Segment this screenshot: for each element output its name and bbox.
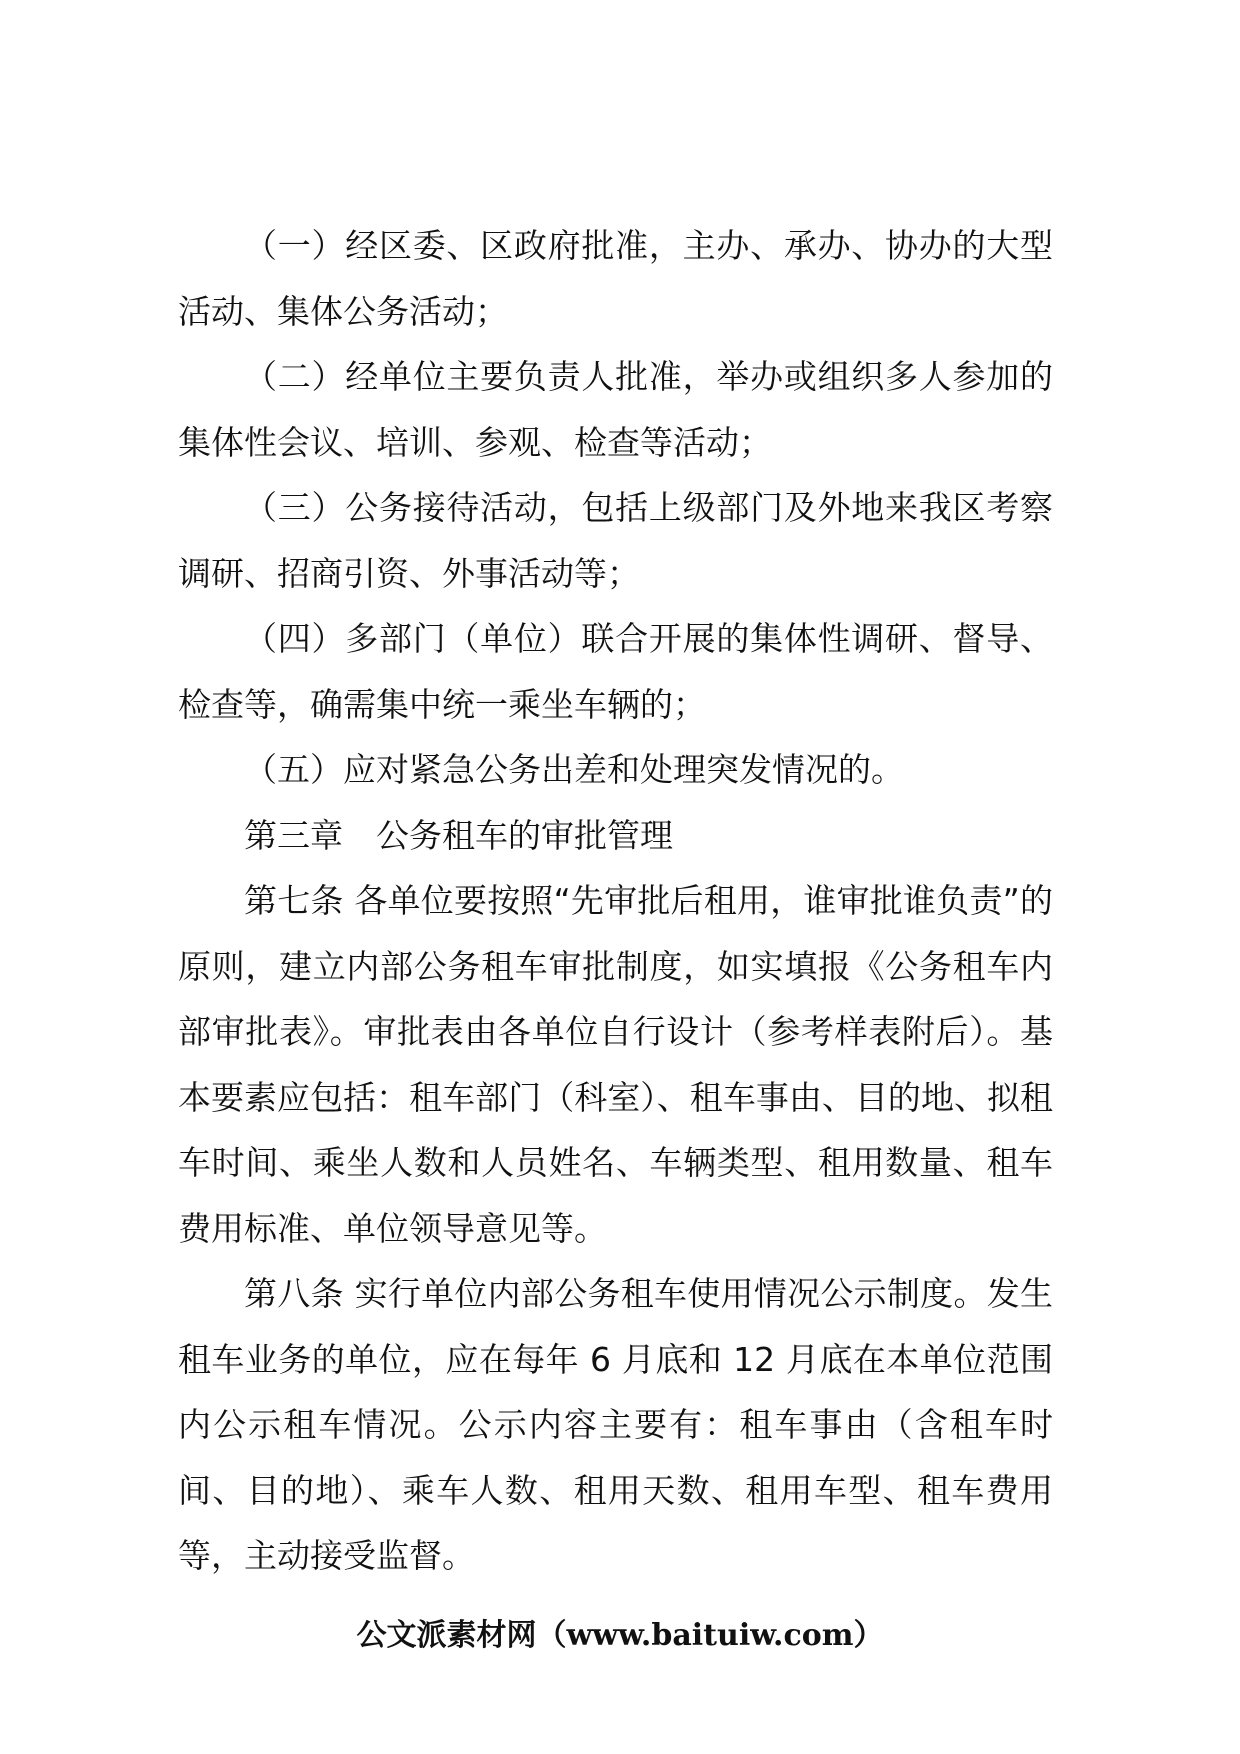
- clause-item-1: （一）经区委、区政府批准，主办、承办、协办的大型活动、集体公务活动；: [178, 226, 1053, 331]
- document-body: [178, 213, 1053, 1589]
- clause-item-3: （三）公务接待活动，包括上级部门及外地来我区考察调研、招商引资、外事活动等；: [178, 488, 1053, 593]
- footer-source-text: 公文派素材网（www.baituiw.com）: [356, 1618, 884, 1653]
- clause-item-4: （四）多部门（单位）联合开展的集体性调研、督导、检查等，确需集中统一乘坐车辆的；: [178, 619, 1053, 724]
- clause-item-2: （二）经单位主要负责人批准，举办或组织多人参加的集体性会议、培训、参观、检查等活动；: [178, 357, 1053, 462]
- chapter-heading: 第三章 公务租车的审批管理: [244, 815, 673, 855]
- article-7: 第七条 各单位要按照“先审批后租用，谁审批谁负责”的原则，建立内部公务租车审批制度，如实填报《公务租车内部审批表》。审批表由各单位自行设计（参考样表附后）。基本要素应包括：租车部门（科室）、租车事由、目的地、拟租车时间、乘坐人数和人员姓名、车辆类型、租用数量、租车费用标准、单位领导意见等。: [178, 881, 1053, 1248]
- article-8: 第八条 实行单位内部公务租车使用情况公示制度。发生租车业务的单位，应在每年 6 月底和 12 月底在本单位范围内公示租车情况。公示内容主要有：租车事由（含租车时间、目的地）、乘车人数、租用天数、租用车型、租车费用等，主动接受监督。: [178, 1274, 1053, 1575]
- clause-item-5: （五）应对紧急公务出差和处理突发情况的。: [244, 750, 904, 789]
